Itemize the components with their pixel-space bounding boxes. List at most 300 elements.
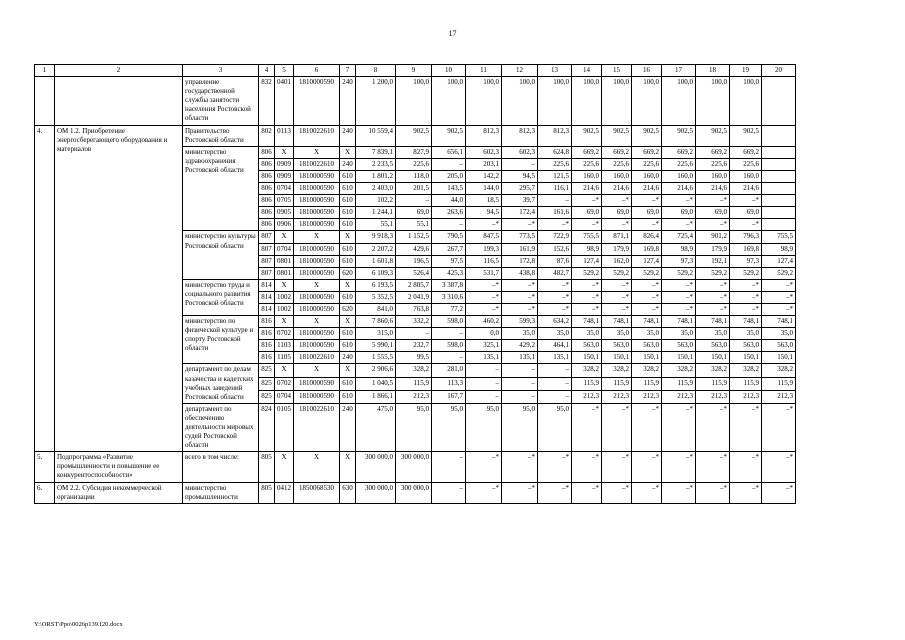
- amount-cell: 232,7: [396, 340, 432, 352]
- amount-cell: 95,0: [466, 403, 502, 451]
- amount-cell: –: [502, 158, 538, 170]
- amount-cell: –*: [762, 303, 796, 315]
- code-cell: Х: [340, 146, 356, 158]
- amount-cell: 100,0: [466, 77, 502, 125]
- budget-table: [34, 64, 796, 504]
- amount-cell: 790,5: [432, 231, 466, 243]
- amount-cell: 602,3: [502, 146, 538, 158]
- code-cell: 610: [340, 243, 356, 255]
- amount-cell: –*: [466, 452, 502, 482]
- amount-cell: 669,2: [730, 146, 762, 158]
- code-cell: 807: [259, 255, 275, 267]
- amount-cell: 531,7: [466, 267, 502, 279]
- code-cell: 805: [259, 482, 275, 503]
- amount-cell: 281,0: [432, 364, 466, 377]
- column-number: 4: [259, 65, 275, 77]
- amount-cell: –*: [730, 403, 762, 451]
- executor-name: управление государственной службы занятости населения Ростовской области: [183, 77, 259, 125]
- amount-cell: 328,2: [730, 364, 762, 377]
- amount-cell: 225,6: [602, 158, 632, 170]
- amount-cell: 115,9: [396, 377, 432, 390]
- amount-cell: 624,8: [538, 146, 572, 158]
- amount-cell: 97,5: [432, 255, 466, 267]
- amount-cell: 2 041,9: [396, 291, 432, 303]
- amount-cell: 901,2: [696, 231, 730, 243]
- amount-cell: 196,5: [396, 255, 432, 267]
- amount-cell: 656,1: [432, 146, 466, 158]
- amount-cell: –*: [662, 403, 696, 451]
- amount-cell: 563,0: [572, 340, 602, 352]
- column-number: 3: [183, 65, 259, 77]
- amount-cell: 94,5: [502, 170, 538, 182]
- amount-cell: 87,6: [538, 255, 572, 267]
- amount-cell: [762, 158, 796, 170]
- amount-cell: 328,2: [602, 364, 632, 377]
- amount-cell: 755,5: [762, 231, 796, 243]
- row-number: 4.: [35, 125, 55, 452]
- amount-cell: –*: [502, 452, 538, 482]
- amount-cell: –*: [502, 279, 538, 291]
- amount-cell: 150,1: [632, 352, 662, 364]
- code-cell: 802: [259, 125, 275, 146]
- amount-cell: 118,0: [396, 170, 432, 182]
- amount-cell: 214,6: [632, 183, 662, 195]
- amount-cell: –*: [730, 195, 762, 207]
- amount-cell: 113,3: [432, 377, 466, 390]
- amount-cell: –*: [632, 195, 662, 207]
- code-cell: 610: [340, 340, 356, 352]
- amount-cell: –*: [730, 279, 762, 291]
- amount-cell: 172,8: [502, 255, 538, 267]
- code-cell: 0702: [275, 328, 294, 340]
- amount-cell: 315,0: [356, 328, 396, 340]
- code-cell: 816: [259, 328, 275, 340]
- amount-cell: 669,2: [662, 146, 696, 158]
- amount-cell: –*: [572, 219, 602, 231]
- amount-cell: 167,7: [432, 390, 466, 403]
- code-cell: 816: [259, 316, 275, 328]
- amount-cell: 5 352,5: [356, 291, 396, 303]
- code-cell: 807: [259, 231, 275, 243]
- executor-name: департамент по делам казачества и кадетских учебных заведений Ростовской области: [183, 364, 259, 403]
- amount-cell: –*: [730, 482, 762, 503]
- column-number: 10: [432, 65, 466, 77]
- code-cell: 807: [259, 243, 275, 255]
- amount-cell: –*: [662, 195, 696, 207]
- code-cell: 0105: [275, 403, 294, 451]
- amount-cell: –*: [602, 482, 632, 503]
- amount-cell: 563,0: [762, 340, 796, 352]
- amount-cell: 98,9: [572, 243, 602, 255]
- amount-cell: 69,0: [662, 207, 696, 219]
- amount-cell: –*: [696, 219, 730, 231]
- executor-name: министерство труда и социального развития Ростовской области: [183, 279, 259, 315]
- amount-cell: –: [396, 328, 432, 340]
- code-cell: 630: [340, 482, 356, 503]
- amount-cell: 796,3: [730, 231, 762, 243]
- amount-cell: 748,1: [662, 316, 696, 328]
- amount-cell: 69,0: [730, 207, 762, 219]
- amount-cell: –*: [466, 279, 502, 291]
- row-number: [35, 77, 55, 125]
- amount-cell: 225,6: [572, 158, 602, 170]
- code-cell: 610: [340, 291, 356, 303]
- code-cell: Х: [294, 452, 340, 482]
- amount-cell: –*: [602, 219, 632, 231]
- amount-cell: –*: [602, 403, 632, 451]
- amount-cell: –*: [762, 452, 796, 482]
- amount-cell: 602,3: [466, 146, 502, 158]
- amount-cell: 598,0: [432, 316, 466, 328]
- amount-cell: 160,0: [696, 170, 730, 182]
- code-cell: 816: [259, 340, 275, 352]
- amount-cell: 127,4: [762, 255, 796, 267]
- amount-cell: –*: [730, 291, 762, 303]
- code-cell: 1810000590: [294, 291, 340, 303]
- code-cell: 807: [259, 267, 275, 279]
- code-cell: 1850068530: [294, 482, 340, 503]
- measure-title: [55, 77, 183, 125]
- amount-cell: –*: [572, 279, 602, 291]
- amount-cell: –*: [662, 482, 696, 503]
- code-cell: 1103: [275, 340, 294, 352]
- amount-cell: 3 387,8: [432, 279, 466, 291]
- amount-cell: 1 244,1: [356, 207, 396, 219]
- amount-cell: –*: [696, 452, 730, 482]
- amount-cell: 841,0: [356, 303, 396, 315]
- amount-cell: –*: [762, 279, 796, 291]
- amount-cell: 763,8: [396, 303, 432, 315]
- code-cell: Х: [294, 146, 340, 158]
- amount-cell: 328,2: [762, 364, 796, 377]
- amount-cell: 160,0: [662, 170, 696, 182]
- amount-cell: 748,1: [572, 316, 602, 328]
- amount-cell: 115,9: [762, 377, 796, 390]
- amount-cell: –: [432, 219, 466, 231]
- amount-cell: –: [538, 364, 572, 377]
- amount-cell: 160,0: [632, 170, 662, 182]
- code-cell: Х: [340, 452, 356, 482]
- amount-cell: 826,4: [632, 231, 662, 243]
- amount-cell: 115,9: [602, 377, 632, 390]
- amount-cell: 755,5: [572, 231, 602, 243]
- code-cell: 832: [259, 77, 275, 125]
- amount-cell: 669,2: [602, 146, 632, 158]
- amount-cell: –*: [696, 403, 730, 451]
- amount-cell: –*: [662, 279, 696, 291]
- amount-cell: 100,0: [602, 77, 632, 125]
- column-number: 9: [396, 65, 432, 77]
- amount-cell: 328,2: [396, 364, 432, 377]
- amount-cell: 563,0: [730, 340, 762, 352]
- code-cell: 0704: [275, 243, 294, 255]
- amount-cell: 722,9: [538, 231, 572, 243]
- amount-cell: 18,5: [466, 195, 502, 207]
- amount-cell: –*: [538, 279, 572, 291]
- amount-cell: 0,0: [466, 328, 502, 340]
- amount-cell: 332,2: [396, 316, 432, 328]
- code-cell: 825: [259, 377, 275, 390]
- amount-cell: 429,6: [396, 243, 432, 255]
- amount-cell: 827,9: [396, 146, 432, 158]
- amount-cell: –*: [662, 291, 696, 303]
- amount-cell: 1 801,2: [356, 170, 396, 182]
- amount-cell: 172,4: [502, 207, 538, 219]
- amount-cell: 300 000,0: [396, 482, 432, 503]
- amount-cell: 116,1: [538, 183, 572, 195]
- code-cell: 814: [259, 279, 275, 291]
- amount-cell: 35,0: [572, 328, 602, 340]
- amount-cell: 100,0: [696, 77, 730, 125]
- amount-cell: –*: [730, 452, 762, 482]
- code-cell: Х: [275, 364, 294, 377]
- code-cell: 620: [340, 303, 356, 315]
- amount-cell: –: [432, 352, 466, 364]
- amount-cell: 35,0: [762, 328, 796, 340]
- measure-title: ОМ 2.2. Субсидия некоммерческой организации: [55, 482, 183, 503]
- amount-cell: 325,1: [466, 340, 502, 352]
- amount-cell: [762, 195, 796, 207]
- amount-cell: 902,5: [696, 125, 730, 146]
- code-cell: Х: [294, 279, 340, 291]
- code-cell: 806: [259, 146, 275, 158]
- code-cell: 0113: [275, 125, 294, 146]
- amount-cell: 902,5: [662, 125, 696, 146]
- amount-cell: 812,3: [502, 125, 538, 146]
- amount-cell: 847,5: [466, 231, 502, 243]
- amount-cell: –*: [502, 219, 538, 231]
- column-number: 7: [340, 65, 356, 77]
- amount-cell: 161,6: [538, 207, 572, 219]
- amount-cell: 902,5: [572, 125, 602, 146]
- amount-cell: 300 000,0: [396, 452, 432, 482]
- amount-cell: 2 403,0: [356, 183, 396, 195]
- amount-cell: 99,5: [396, 352, 432, 364]
- amount-cell: 100,0: [730, 77, 762, 125]
- amount-cell: 102,2: [356, 195, 396, 207]
- code-cell: 1810022610: [294, 403, 340, 451]
- amount-cell: 55,1: [396, 219, 432, 231]
- code-cell: 1810000590: [294, 340, 340, 352]
- amount-cell: 902,5: [432, 125, 466, 146]
- amount-cell: –*: [538, 303, 572, 315]
- amount-cell: 464,1: [538, 340, 572, 352]
- code-cell: 1105: [275, 352, 294, 364]
- amount-cell: –*: [730, 303, 762, 315]
- code-cell: Х: [275, 316, 294, 328]
- amount-cell: 529,2: [572, 267, 602, 279]
- amount-cell: 2 233,5: [356, 158, 396, 170]
- amount-cell: 98,9: [762, 243, 796, 255]
- amount-cell: 35,0: [502, 328, 538, 340]
- amount-cell: 669,2: [696, 146, 730, 158]
- amount-cell: 748,1: [632, 316, 662, 328]
- amount-cell: –*: [466, 303, 502, 315]
- executor-name: всего в том числе:: [183, 452, 259, 482]
- amount-cell: 150,1: [662, 352, 696, 364]
- amount-cell: 2 906,6: [356, 364, 396, 377]
- code-cell: Х: [294, 231, 340, 243]
- amount-cell: 98,9: [662, 243, 696, 255]
- amount-cell: 214,6: [572, 183, 602, 195]
- amount-cell: –: [538, 390, 572, 403]
- amount-cell: 871,1: [602, 231, 632, 243]
- amount-cell: 212,3: [396, 390, 432, 403]
- table-row: [35, 125, 796, 146]
- amount-cell: –*: [538, 482, 572, 503]
- amount-cell: 214,6: [696, 183, 730, 195]
- code-cell: 814: [259, 303, 275, 315]
- amount-cell: 143,5: [432, 183, 466, 195]
- amount-cell: 121,5: [538, 170, 572, 182]
- code-cell: 1810000590: [294, 195, 340, 207]
- code-cell: 1002: [275, 291, 294, 303]
- amount-cell: 425,3: [432, 267, 466, 279]
- amount-cell: 902,5: [632, 125, 662, 146]
- amount-cell: –*: [632, 452, 662, 482]
- amount-cell: 152,6: [538, 243, 572, 255]
- amount-cell: 773,5: [502, 231, 538, 243]
- amount-cell: 526,4: [396, 267, 432, 279]
- code-cell: 610: [340, 390, 356, 403]
- amount-cell: 212,3: [730, 390, 762, 403]
- amount-cell: 100,0: [662, 77, 696, 125]
- amount-cell: 563,0: [632, 340, 662, 352]
- code-cell: 1810000590: [294, 377, 340, 390]
- page-number: 17: [448, 29, 457, 38]
- amount-cell: –*: [602, 291, 632, 303]
- amount-cell: –: [396, 195, 432, 207]
- amount-cell: 7 860,6: [356, 316, 396, 328]
- amount-cell: –*: [466, 291, 502, 303]
- amount-cell: [762, 219, 796, 231]
- amount-cell: 1 866,1: [356, 390, 396, 403]
- executor-name: министерство по физической культуре и спорту Ростовской области: [183, 316, 259, 364]
- amount-cell: 150,1: [602, 352, 632, 364]
- code-cell: Х: [275, 452, 294, 482]
- amount-cell: 69,0: [396, 207, 432, 219]
- code-cell: 610: [340, 255, 356, 267]
- amount-cell: 115,9: [696, 377, 730, 390]
- amount-cell: –*: [538, 452, 572, 482]
- code-cell: 806: [259, 183, 275, 195]
- amount-cell: –*: [502, 303, 538, 315]
- code-cell: 806: [259, 207, 275, 219]
- code-cell: 240: [340, 158, 356, 170]
- amount-cell: 35,0: [696, 328, 730, 340]
- amount-cell: 203,1: [466, 158, 502, 170]
- code-cell: 825: [259, 390, 275, 403]
- amount-cell: 902,5: [396, 125, 432, 146]
- code-cell: 1810000590: [294, 170, 340, 182]
- amount-cell: 100,0: [396, 77, 432, 125]
- amount-cell: –: [432, 452, 466, 482]
- amount-cell: –*: [502, 482, 538, 503]
- amount-cell: –*: [632, 291, 662, 303]
- amount-cell: 35,0: [662, 328, 696, 340]
- table-row: [35, 482, 796, 503]
- code-cell: 610: [340, 328, 356, 340]
- code-cell: 0412: [275, 482, 294, 503]
- code-cell: 610: [340, 207, 356, 219]
- code-cell: 610: [340, 195, 356, 207]
- amount-cell: –*: [632, 303, 662, 315]
- amount-cell: 2 805,7: [396, 279, 432, 291]
- amount-cell: 460,2: [466, 316, 502, 328]
- amount-cell: 135,1: [502, 352, 538, 364]
- amount-cell: 35,0: [730, 328, 762, 340]
- amount-cell: 199,3: [466, 243, 502, 255]
- column-number: 1: [35, 65, 55, 77]
- amount-cell: 6 193,5: [356, 279, 396, 291]
- amount-cell: 9 918,3: [356, 231, 396, 243]
- code-cell: Х: [340, 231, 356, 243]
- amount-cell: –: [502, 364, 538, 377]
- code-cell: 805: [259, 452, 275, 482]
- amount-cell: 6 109,3: [356, 267, 396, 279]
- amount-cell: –*: [762, 403, 796, 451]
- code-cell: Х: [294, 316, 340, 328]
- amount-cell: 160,0: [602, 170, 632, 182]
- code-cell: 814: [259, 291, 275, 303]
- code-cell: Х: [294, 364, 340, 377]
- code-cell: 0801: [275, 255, 294, 267]
- amount-cell: 39,7: [502, 195, 538, 207]
- amount-cell: –: [432, 328, 466, 340]
- code-cell: 1002: [275, 303, 294, 315]
- amount-cell: 748,1: [730, 316, 762, 328]
- amount-cell: –*: [466, 482, 502, 503]
- amount-cell: 529,2: [730, 267, 762, 279]
- amount-cell: 328,2: [662, 364, 696, 377]
- amount-cell: 328,2: [572, 364, 602, 377]
- amount-cell: 1 152,5: [396, 231, 432, 243]
- amount-cell: –*: [762, 291, 796, 303]
- amount-cell: 812,3: [538, 125, 572, 146]
- measure-title: Подпрограмма «Развитие промышленности и повышение ее конкурентоспособности»: [55, 452, 183, 482]
- amount-cell: 482,7: [538, 267, 572, 279]
- amount-cell: 69,0: [632, 207, 662, 219]
- amount-cell: 1 555,5: [356, 352, 396, 364]
- amount-cell: 94,5: [466, 207, 502, 219]
- amount-cell: –*: [602, 303, 632, 315]
- file-path-footer: Y:\ORST\Ppo\0026p139.f20.docx: [34, 621, 123, 628]
- amount-cell: 192,1: [696, 255, 730, 267]
- amount-cell: 212,3: [572, 390, 602, 403]
- amount-cell: 212,3: [662, 390, 696, 403]
- amount-cell: 212,3: [762, 390, 796, 403]
- amount-cell: 35,0: [538, 328, 572, 340]
- amount-cell: 161,9: [502, 243, 538, 255]
- amount-cell: –*: [662, 219, 696, 231]
- code-cell: 1810000590: [294, 207, 340, 219]
- amount-cell: 150,1: [762, 352, 796, 364]
- amount-cell: [762, 170, 796, 182]
- amount-cell: 35,0: [602, 328, 632, 340]
- amount-cell: –*: [662, 452, 696, 482]
- amount-cell: –: [466, 364, 502, 377]
- amount-cell: –: [432, 158, 466, 170]
- column-number: 15: [602, 65, 632, 77]
- amount-cell: 97,3: [662, 255, 696, 267]
- amount-cell: 150,1: [696, 352, 730, 364]
- amount-cell: 225,6: [396, 158, 432, 170]
- amount-cell: 100,0: [632, 77, 662, 125]
- amount-cell: 263,6: [432, 207, 466, 219]
- table-row: [35, 452, 796, 482]
- amount-cell: 563,0: [662, 340, 696, 352]
- amount-cell: 160,0: [572, 170, 602, 182]
